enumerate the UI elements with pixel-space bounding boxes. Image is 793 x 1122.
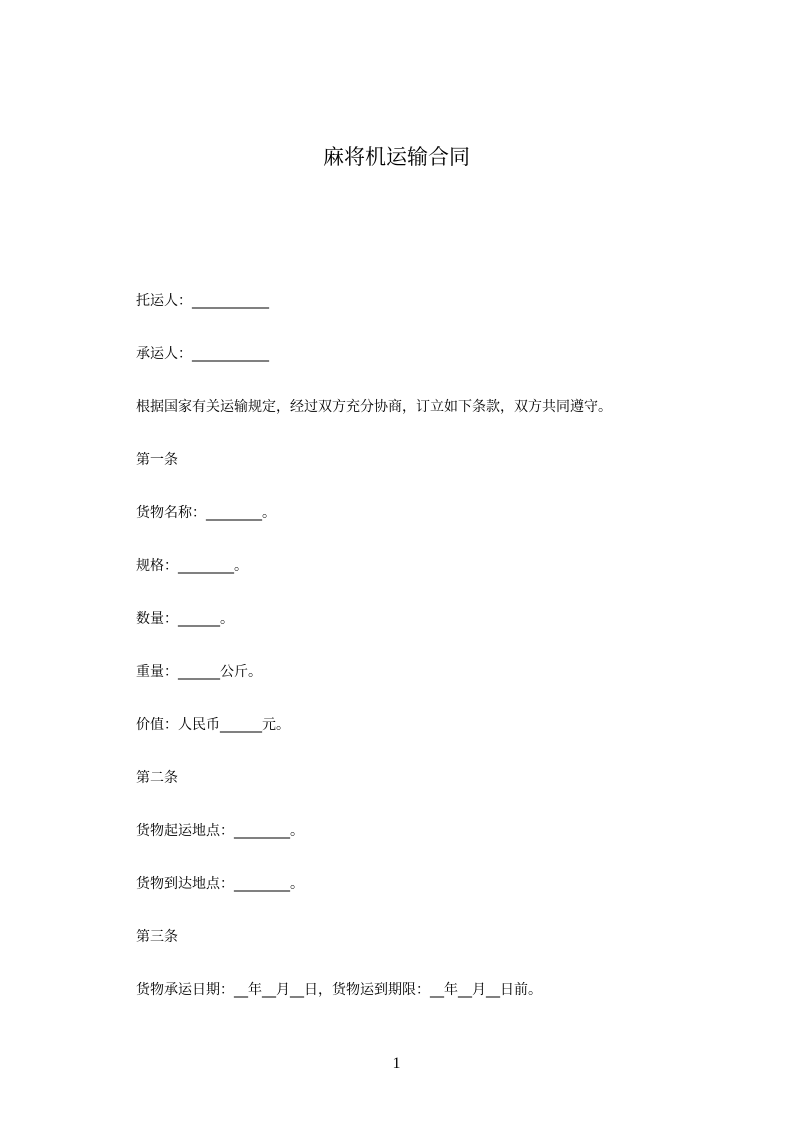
quantity-line: 数量：______。 — [136, 611, 234, 627]
article-2-heading: 第二条 — [136, 770, 178, 786]
shipping-dates-line: 货物承运日期：__年__月__日，货物运到期限：__年__月__日前。 — [136, 982, 542, 998]
page-number: 1 — [392, 1055, 401, 1072]
value-line: 价值：人民币______元。 — [136, 717, 290, 733]
origin-line: 货物起运地点：________。 — [136, 823, 304, 839]
specification-line: 规格：________。 — [136, 558, 248, 574]
article-3-heading: 第三条 — [136, 929, 178, 945]
preamble-paragraph: 根据国家有关运输规定，经过双方充分协商，订立如下条款，双方共同遵守。 — [136, 399, 612, 415]
goods-name-line: 货物名称：________。 — [136, 505, 276, 521]
carrier-line: 承运人：___________ — [136, 346, 269, 362]
shipper-line: 托运人：___________ — [136, 293, 269, 309]
document-body — [136, 286, 736, 1028]
destination-line: 货物到达地点：________。 — [136, 876, 304, 892]
article-1-heading: 第一条 — [136, 452, 178, 468]
weight-line: 重量：______公斤。 — [136, 664, 262, 680]
document-title: 麻将机运输合同 — [323, 145, 470, 169]
